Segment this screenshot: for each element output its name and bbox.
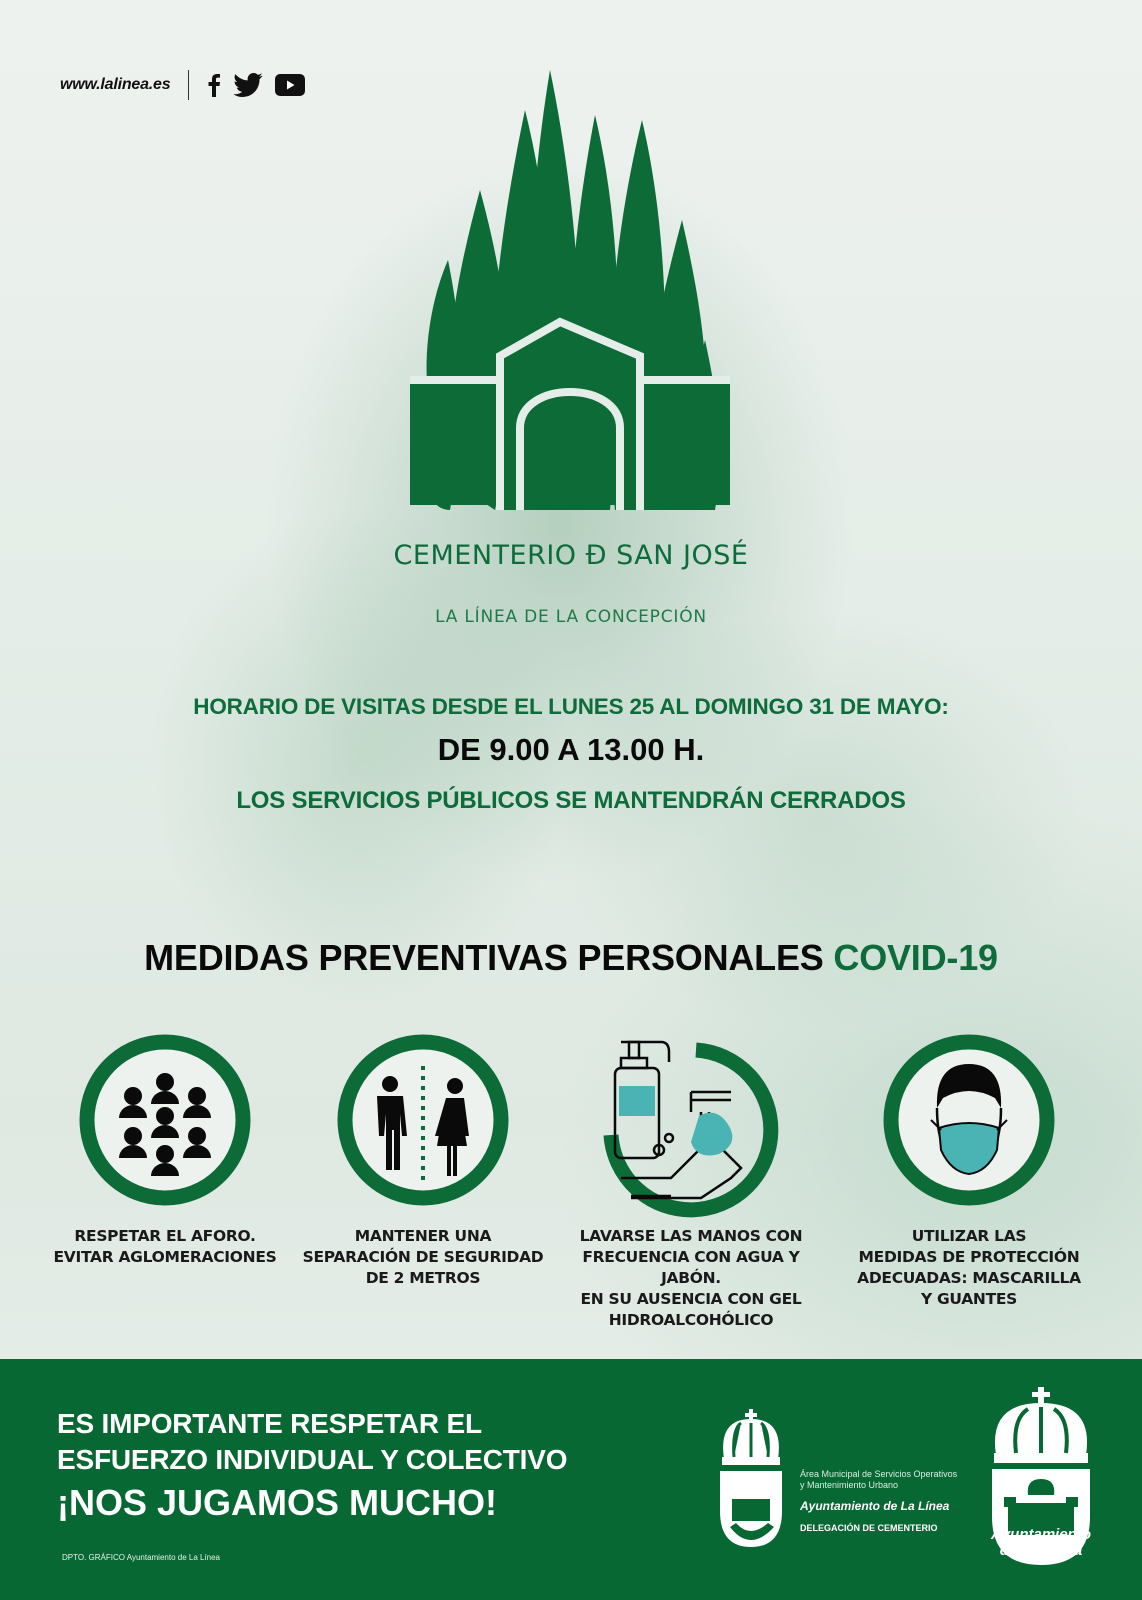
cemetery-name: CEMENTERIO Đ SAN JOSÉ <box>393 540 749 571</box>
department-block <box>716 1409 996 1559</box>
measure-label: RESPETAR EL AFORO. EVITAR AGLOMERACIONES <box>53 1227 277 1266</box>
measure-label: LAVARSE LAS MANOS CON FRECUENCIA CON AGUA Y JABÓN. EN SU AUSENCIA CON GEL HIDROALCOHÓLICO <box>579 1227 803 1329</box>
hand-washing-icon <box>591 1030 791 1220</box>
cypress-gate-icon <box>410 70 730 520</box>
measure-label: MANTENER UNA SEPARACIÓN DE SEGURIDAD DE 2 METROS <box>302 1227 544 1287</box>
services-closed-note: LOS SERVICIOS PÚBLICOS SE MANTENDRÁN CERRADOS <box>236 787 906 814</box>
face-mask-icon <box>879 1030 1059 1210</box>
measure-item-capacity <box>40 1030 290 1331</box>
slogan: ES IMPORTANTE RESPETAR EL ESFUERZO INDIVIDUAL Y COLECTIVO ¡NOS JUGAMOS MUCHO! <box>57 1408 568 1523</box>
measures-title-main: MEDIDAS PREVENTIVAS PERSONALES <box>144 937 834 978</box>
header-bar <box>60 70 305 100</box>
measures-title <box>0 937 1142 979</box>
footer-banner <box>0 1359 1142 1600</box>
schedule-heading: HORARIO DE VISITAS DESDE EL LUNES 25 AL DOMINGO 31 DE MAYO: <box>193 694 949 719</box>
youtube-icon[interactable] <box>275 74 305 96</box>
twitter-icon[interactable] <box>233 73 263 97</box>
website-link[interactable]: www.lalinea.es <box>60 76 171 93</box>
crowd-icon <box>75 1030 255 1210</box>
measure-label: UTILIZAR LAS MEDIDAS DE PROTECCIÓN ADECUADAS: MASCARILLA Y GUANTES <box>857 1227 1081 1308</box>
schedule-hours: DE 9.00 A 13.00 H. <box>437 732 705 767</box>
measures-title-accent: COVID-19 <box>833 937 998 978</box>
design-credit: DPTO. GRÁFICO Ayuntamiento de La Línea <box>62 1553 221 1562</box>
measures-list <box>40 1030 1102 1331</box>
facebook-icon[interactable] <box>207 73 221 97</box>
cemetery-logo <box>410 70 730 520</box>
crest-caption: Ayuntamiento de La Línea <box>990 1526 1091 1559</box>
department-text: Área Municipal de Servicios Operativos y Mantenimiento Urbano Ayuntamiento de La Línea DELEGACIÓN DE CEMENTERIO <box>800 1469 958 1533</box>
social-links <box>207 73 305 97</box>
municipal-crest-small-icon <box>716 1409 786 1549</box>
cemetery-location: LA LÍNEA DE LA CONCEPCIÓN <box>435 607 707 627</box>
measure-item-distance <box>298 1030 548 1331</box>
social-distance-icon <box>333 1030 513 1210</box>
measure-item-handwashing <box>556 1030 826 1331</box>
divider <box>188 70 189 100</box>
measure-item-mask <box>834 1030 1104 1331</box>
